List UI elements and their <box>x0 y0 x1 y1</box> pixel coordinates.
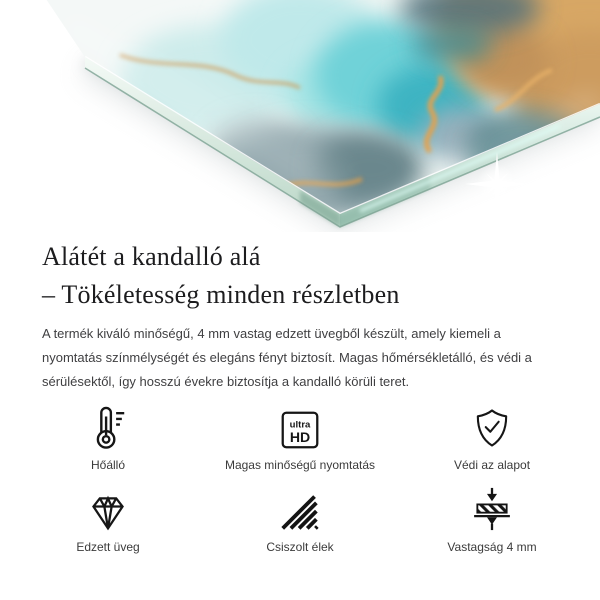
feature-polished-edges <box>204 486 396 554</box>
feature-base-protection <box>396 404 588 472</box>
feature-thickness <box>396 486 588 554</box>
feature-tempered-glass <box>12 486 204 554</box>
ultra-hd-icon <box>280 410 320 450</box>
feature-label: Vastagság 4 mm <box>447 540 537 554</box>
product-description: A termék kiváló minőségű, 4 mm vastag edzett üvegből készült, amely kiemeli a nyomtatás színmélységét és elegáns fényt biztosít. Magas hőmérsékletálló, és védi a sérülésektől, így hosszú évekre biztosítja a kandalló körüli teret. <box>42 326 532 389</box>
ultra-hd-text-bottom: HD <box>289 428 311 445</box>
feature-label: Védi az alapot <box>453 458 531 472</box>
page-title <box>42 238 600 314</box>
shield-check-icon <box>472 406 512 450</box>
glass-panel-art <box>0 0 600 232</box>
feature-print-quality <box>204 404 396 472</box>
feature-grid <box>12 404 588 554</box>
feature-label: Csiszolt élek <box>266 540 334 554</box>
thermometer-icon <box>87 404 129 450</box>
feature-label: Edzett üveg <box>76 540 140 554</box>
product-copy <box>0 238 600 554</box>
feature-heat-resistant <box>12 404 204 472</box>
feature-label: Hőálló <box>90 458 126 472</box>
product-image <box>0 0 600 232</box>
thickness-icon <box>470 486 514 532</box>
ultra-hd-text-top: ultra <box>289 419 311 431</box>
feature-label: Magas minőségű nyomtatás <box>224 458 376 472</box>
beveled-edge-icon <box>278 492 322 532</box>
title-line-1: Alátét a kandalló alá <box>42 242 261 271</box>
title-line-2: – Tökéletesség minden részletben <box>42 280 400 309</box>
diamond-icon <box>86 492 130 532</box>
